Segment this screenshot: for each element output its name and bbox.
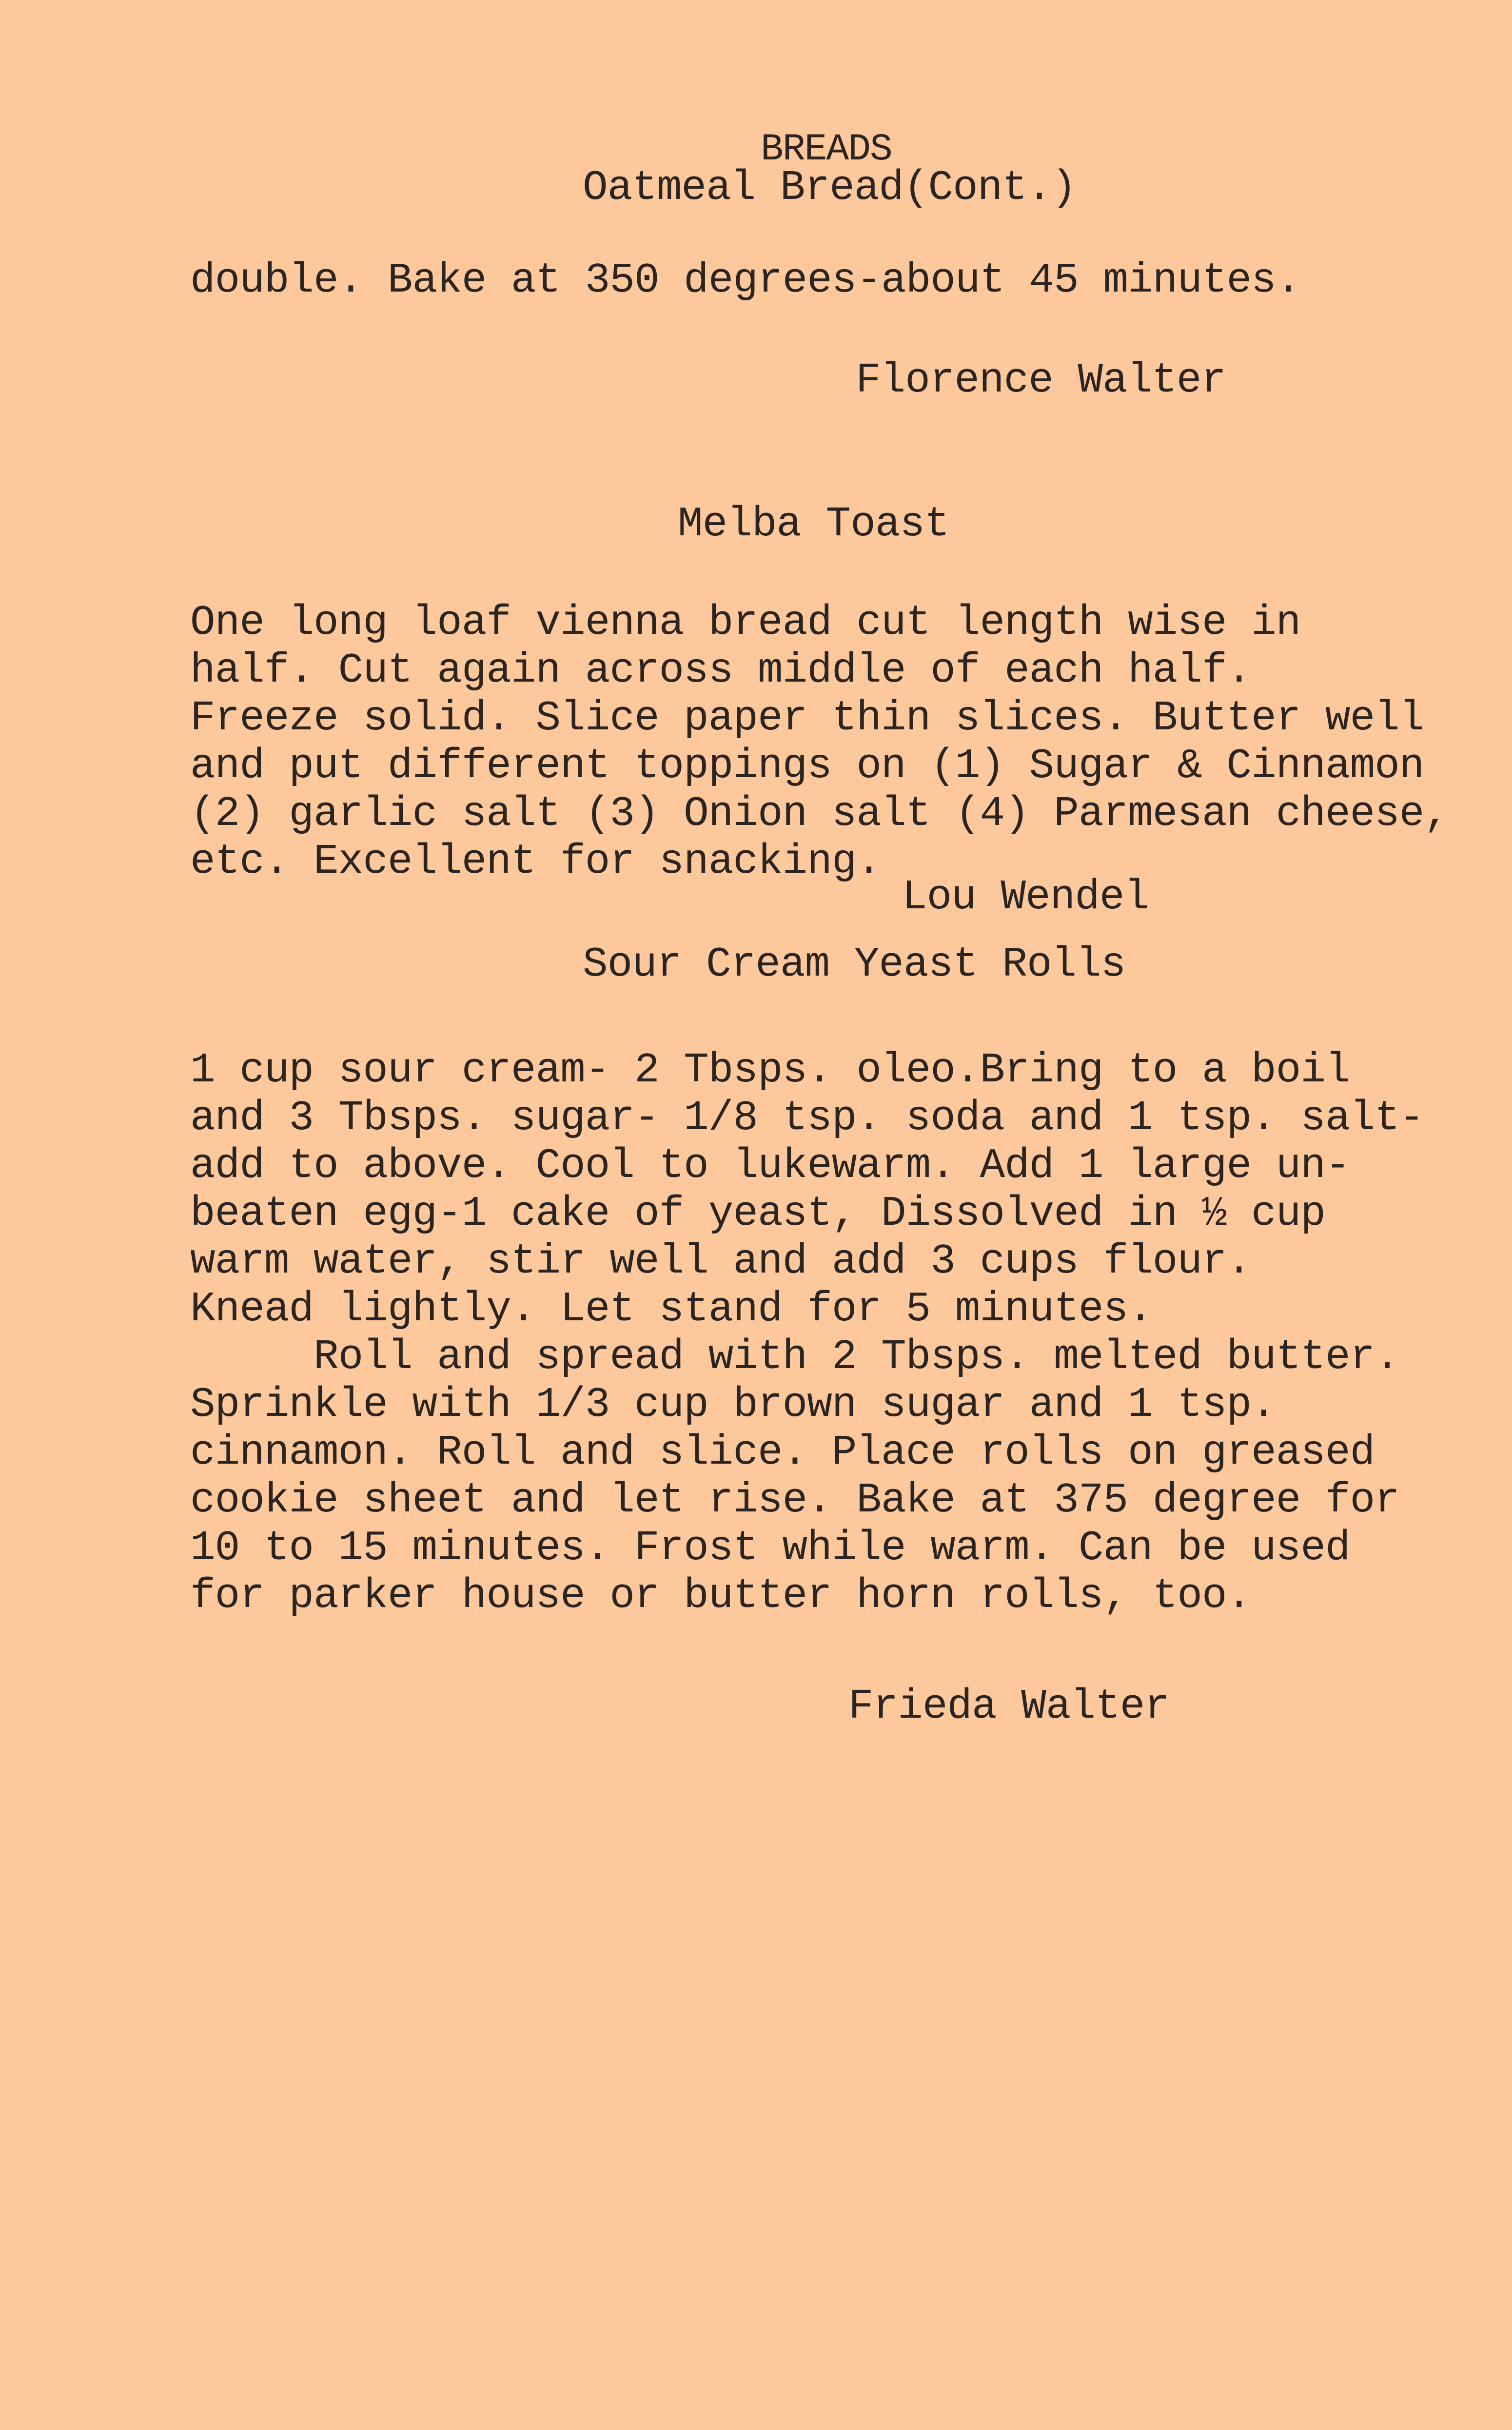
rolls-line: Roll and spread with 2 Tbsps. melted butter.	[190, 1333, 1399, 1381]
rolls-line: and 3 Tbsps. sugar- 1/8 tsp. soda and 1 tsp. salt-	[190, 1094, 1424, 1142]
melba-toast-title: Melba Toast	[678, 500, 949, 548]
rolls-line: for parker house or butter horn rolls, too.	[190, 1572, 1252, 1620]
sour-cream-rolls-title: Sour Cream Yeast Rolls	[583, 941, 1126, 988]
rolls-line: 1 cup sour cream- 2 Tbsps. oleo.Bring to a boil	[190, 1046, 1350, 1094]
rolls-line: Sprinkle with 1/3 cup brown sugar and 1 tsp.	[190, 1381, 1276, 1429]
rolls-author: Frieda Walter	[848, 1683, 1169, 1730]
rolls-line: warm water, stir well and add 3 cups flour.	[190, 1237, 1252, 1285]
melba-line: (2) garlic salt (3) Onion salt (4) Parmesan cheese,	[190, 790, 1449, 838]
continued-recipe-title: Oatmeal Bread(Cont.)	[583, 164, 1077, 212]
melba-line: half. Cut again across middle of each half.	[190, 647, 1252, 694]
oatmeal-author: Florence Walter	[856, 356, 1226, 404]
section-label: BREADS	[761, 128, 892, 171]
melba-author: Lou Wendel	[902, 873, 1149, 921]
melba-line: Freeze solid. Slice paper thin slices. Butter well	[190, 694, 1424, 742]
melba-line: etc. Excellent for snacking.	[190, 838, 882, 885]
rolls-line: cinnamon. Roll and slice. Place rolls on greased	[190, 1429, 1375, 1476]
oatmeal-text-line: double. Bake at 350 degrees-about 45 minutes.	[190, 256, 1301, 304]
rolls-line: add to above. Cool to lukewarm. Add 1 large un-	[190, 1142, 1350, 1190]
rolls-line: beaten egg-1 cake of yeast, Dissolved in ½ cup	[190, 1190, 1325, 1237]
melba-line: One long loaf vienna bread cut length wise in	[190, 599, 1301, 647]
melba-line: and put different toppings on (1) Sugar & Cinnamon	[190, 742, 1424, 790]
rolls-line: Knead lightly. Let stand for 5 minutes.	[190, 1285, 1153, 1333]
rolls-line: 10 to 15 minutes. Frost while warm. Can be used	[190, 1524, 1350, 1572]
rolls-line: cookie sheet and let rise. Bake at 375 degree for	[190, 1476, 1399, 1524]
